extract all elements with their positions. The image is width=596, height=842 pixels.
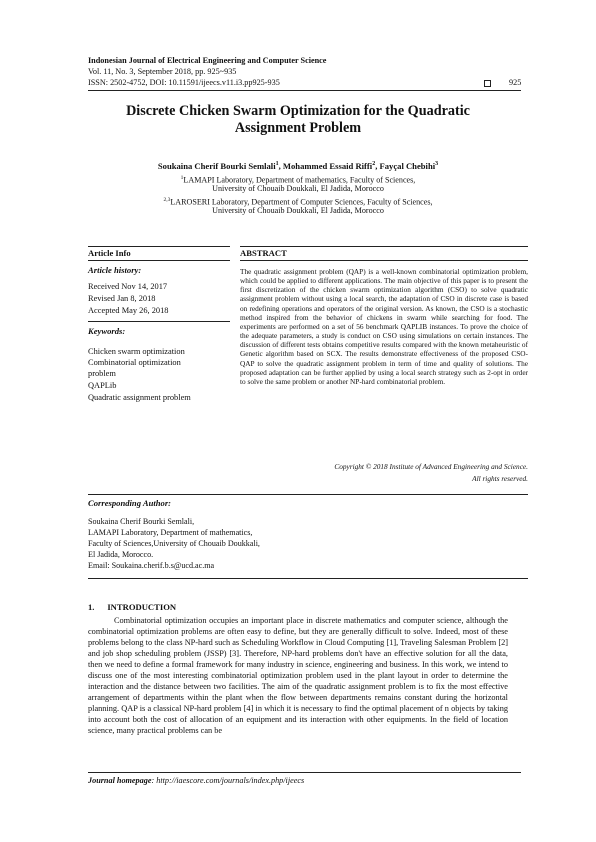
homepage-url[interactable]: : http://iaescore.com/journals/index.php/ijeecs [151,776,305,785]
corresponding-city: El Jadida, Morocco. [88,550,154,559]
homepage-label: Journal homepage [88,776,152,785]
affiliation-2-text: LAROSERI Laboratory, Department of Computer Sciences, Faculty of Sciences, [170,197,433,207]
info-top-rule [88,246,230,247]
keyword-item: Quadratic assignment problem [88,393,191,402]
copyright-line-2: All rights reserved. [472,474,528,483]
author-3: , Fayçal Chebihi [375,161,436,171]
author-1: Soukaina Cherif Bourki Semlali [157,161,276,171]
introduction-heading: 1. INTRODUCTION [88,602,177,612]
paper-title [60,103,536,137]
affiliation-1-sup: 1 [180,175,184,181]
keyword-item: Combinatorial optimization [88,358,181,367]
accepted-date: Accepted May 26, 2018 [88,306,169,315]
corresponding-bottom-rule [88,578,528,579]
revised-date: Revised Jan 8, 2018 [88,294,156,303]
corresponding-name: Soukaina Cherif Bourki Semlali, [88,517,195,526]
author-2-sup: 2 [372,161,376,168]
keyword-item: QAPLib [88,381,117,390]
keyword-item: Chicken swarm optimization [88,347,185,356]
title-line-1: Discrete Chicken Swarm Optimization for the Quadratic [126,103,470,119]
affiliation-2-university: University of Chouaib Doukkali, El Jadida, Morocco [212,206,384,215]
square-icon [484,80,491,87]
keyword-item: problem [88,369,116,378]
abstract-heading: ABSTRACT [240,248,287,258]
author-1-sup: 1 [275,161,279,168]
affiliation-2-sup: 2,3 [163,197,171,203]
abstract-text: The quadratic assignment problem (QAP) is a well-known combinatorial optimization problem, which could be applied to different applications. The main objective of this paper is to present the first discretization of the chicken swarm optimization algorithm (CSO) to solve quadratic assignment problem without using a local search, the adaptation of CSO in discrete case is based on redefining operations and operators of the original version. As known, the CSO is a stochastic method inspired from the behavior of chickens in swarm while searching for food. The experiments are performed on a set of 56 benchmark QAPLIB instances. To prove the choice of the adequate parameters, a study is conduct on CSO using simulations on certain instances. The discussion of different tests obtains competitive results compared with the known metaheuristic of Genetic algorithm based on SCX. The results demonstrate effectiveness of the proposed CSO-QAP to solve the quadratic assignment problem in term of time and quality of solutions. The proposed adaptation can be further applied by using a local search strategy such as 2-opt in order to solve the same problem or another NP-hard combinatorial problem. [240,267,528,386]
abstract-sub-rule [240,260,528,261]
title-line-2: Assignment Problem [234,120,362,136]
author-3-sup: 3 [435,161,439,168]
author-2: , Mohammed Essaid Riffi [278,161,373,171]
author-list [60,161,536,171]
footer-rule [88,772,521,773]
abstract-top-rule [240,246,528,247]
received-date: Received Nov 14, 2017 [88,282,168,291]
volume-info: Vol. 11, No. 3, September 2018, pp. 925~935 [88,67,237,76]
introduction-paragraph: Combinatorial optimization occupies an important place in discrete mathematics and computer science, although the combinatorial optimization problems are often easy to define, but they are generally difficult to solve. Indeed, most of these problems belong to the class NP-hard such as Scheduling Workflow in Cloud Computing [1], Traveling Salesman Problem [2] and job shop scheduling problem (JSSP) [3]. Therefore, NP-hard problems don't have an effective solution for all the data, then we need to define a formal framework for many industry in science, engineering and business. In this work, we intend to discuss one of the most interesting combinatorial optimization problem used in the plant layout in order to determine the interaction and the distance between two facilities. The aim of the quadratic assignment problem is to fix the most effective arrangement of departments within the plant when the flow between departments remains constant during the horizontal planning. QAP is a classical NP-hard problem [4] in which it is necessary to find the optimal placement of n objects by taking into account both the cost of allocation of an equipment and its interaction with other equipments. In the field of location science, many practical problems can be [88,616,508,736]
keywords-rule [88,321,230,322]
corresponding-email: Email: Soukaina.cherif.b.s@ucd.ac.ma [88,561,215,570]
affiliation-1-text: LAMAPI Laboratory, Department of mathematics, Faculty of Sciences, [183,175,416,185]
page-number: 925 [509,78,522,87]
introduction-body [88,615,508,737]
journal-name: Indonesian Journal of Electrical Engineering and Computer Science [88,56,327,65]
corresponding-top-rule [88,494,528,495]
article-info-heading: Article Info [88,248,131,258]
corresponding-heading: Corresponding Author: [88,498,172,508]
info-sub-rule [88,260,230,261]
copyright-line-1: Copyright © 2018 Institute of Advanced Engineering and Science. [334,462,528,471]
header-rule [88,90,521,91]
corresponding-lab: LAMAPI Laboratory, Department of mathematics, [88,528,253,537]
corresponding-faculty: Faculty of Sciences,University of Chouaib Doukkali, [88,539,260,548]
affiliation-1-university: University of Chouaib Doukkali, El Jadida, Morocco [212,184,384,193]
keywords-heading: Keywords: [88,326,126,336]
journal-homepage [88,776,304,785]
history-heading: Article history: [88,265,142,275]
issn-doi: ISSN: 2502-4752, DOI: 10.11591/ijeecs.v11.i3.pp925-935 [88,78,280,87]
